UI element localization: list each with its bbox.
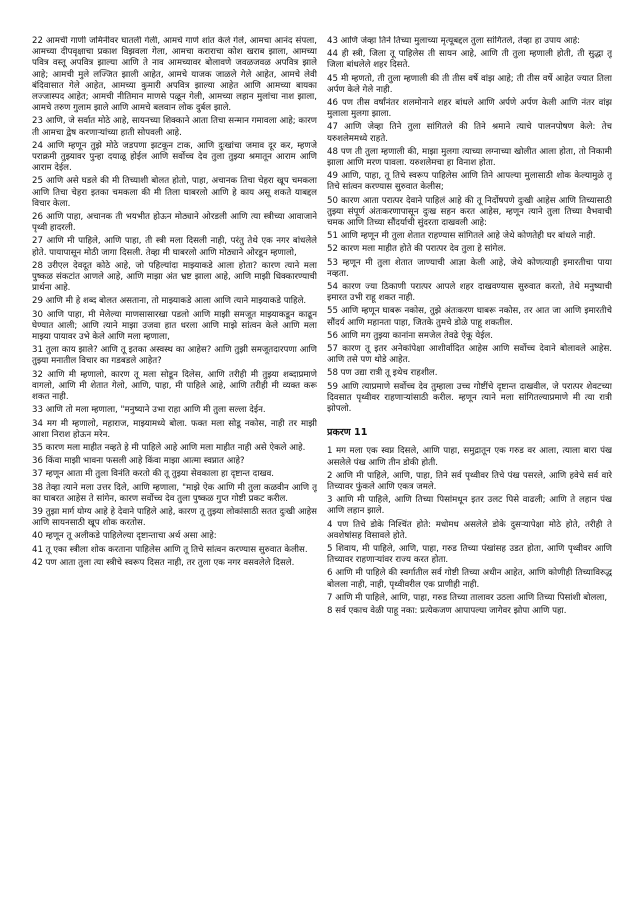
verse-paragraph: 54 कारण ज्या ठिकाणी परात्पर आपले शहर दाखवण्यास सुरुवात करतो, तेथे मनुष्याची इमारत उभी राहू शकत नाही.	[327, 282, 612, 304]
verse-paragraph: 41 तू एका स्त्रीला शोक करताना पाहिलेस आणि तू तिचे सांत्वन करण्यास सुरुवात केलीस.	[32, 544, 308, 555]
verse-paragraph: 30 आणि पाहा, मी मेलेल्या माणसासारखा पडलो आणि माझी समजूत माझ्याकडून काढून घेण्यात आली; आणि त्याने माझा उजवा हात धरला आणि माझे सांत्वन केले आणि मला माझ्या पायावर उभे केले आणि मला म्हणाला,	[32, 309, 317, 343]
verse-paragraph: 58 पण उद्या रात्री तू इथेच राहशील.	[327, 368, 438, 379]
verse-paragraph: 39 तुझा मार्ग योग्य आहे हे देवाने पाहिले आहे, कारण तू तुझ्या लोकांसाठी सतत दुःखी आहेस आणि सायनसाठी खूप शोक करतोस.	[32, 506, 317, 529]
verse-paragraph: 31 तुला काय झाले? आणि तू इतका अस्वस्थ का आहेस? आणि तुझी समजूतदारपणा आणि तुझ्या मनातील विचार का गडबडले आहेत?	[32, 345, 317, 367]
chapter-verse-paragraph: 3 आणि मी पाहिले, आणि तिच्या पिसांमधून इतर उलट पिसे वाढली; आणि ते लहान पंख आणि लहान झाले.	[327, 495, 612, 517]
verse-paragraph: 32 आणि मी म्हणालो, कारण तू मला सोडून दिलेस, आणि तरीही मी तुझ्या शब्दाप्रमाणे वागलो, आणि मी शेतात गेलो, आणि, पाहा, मी पाहिले आहे, आणि तरीही मी व्यक्त करू शकत नाही.	[32, 369, 317, 403]
verse-paragraph: 49 आणि, पाहा, तू तिचे स्वरूप पाहिलेस आणि तिने आपल्या मुलासाठी शोक केल्यामुळे तू तिचे सांत्वन करण्यास सुरुवात केलीस;	[327, 171, 612, 193]
verse-paragraph: 52 कारण मला माहीत होते की परात्पर देव तुला हे सांगेल.	[327, 244, 506, 255]
verse-paragraph: 44 ही स्त्री, जिला तू पाहिलेस ती सायन आहे, आणि ती तुला म्हणाली होती, ती सुद्धा तू जिला बांधलेले शहर दिसते.	[327, 49, 612, 71]
verse-paragraph: 26 आणि पाहा, अचानक ती भयभीत होऊन मोठ्याने ओरडली आणि त्या स्त्रीच्या आवाजाने पृथ्वी हादरली.	[32, 212, 317, 234]
verse-paragraph: 55 आणि म्हणून घाबरू नकोस, तुझे अंतःकरण घाबरू नकोस, तर आत जा आणि इमारतीचे सौंदर्य आणि महानता पाहा, जितके तुमचे डोळे पाहू शकतील.	[327, 306, 612, 328]
chapter-verse-paragraph: 8 सर्व एकाच वेळी पाहू नका: प्रत्येकजण आपापल्या जागेवर झोपा आणि पहा.	[327, 605, 567, 616]
verse-paragraph: 48 पण ती तुला म्हणाली की, माझा मुलगा त्याच्या लग्नाच्या खोलीत आला होता, तो निकामी झाला आणि मरण पावला. यरुशलेमचा हा विनाश होता.	[327, 146, 612, 169]
chapter-verse-paragraph: 5 शिवाय, मी पाहिले, आणि, पाहा, गरुड तिच्या पंखांसह उडत होता, आणि पृथ्वीवर आणि तिच्यावर राहणाऱ्यांवर राज्य करत होता.	[327, 543, 612, 566]
verse-paragraph: 36 किंवा माझी भावना फसली आहे किंवा माझा आत्मा स्वप्नात आहे?	[32, 456, 245, 467]
verse-paragraph: 22 आमची गाणी जमिनीवर घातली गेली, आमचे गाणे शांत केले गेले, आमचा आनंद संपला, आमच्या दीपवृक्षाचा प्रकाश विझवला गेला, आमचा कराराचा कोश खराब झाला, आमच्या पवित्र वस्तू अपवित्र झाल्या आणि ते नाव आमच्यावर बोलावणे जवळजवळ अपवित्र झाले आहे; आमची मुले लज्जित झाली आहेत, आमचे याजक जाळले गेले आहेत, आमचे लेवी बंदिवासात गेले आहेत, आमच्या कुमारी अपवित्र झाल्या आहेत आणि आमच्या बायका लज्जास्पद आहेत; आमची नीतिमान माणसे पळून गेली, आमच्या लहान मुलांचा नाश झाला, आमचे तरुण गुलाम झाले आणि आमचे बलवान लोक दुर्बल झाले.	[32, 36, 317, 114]
verse-paragraph: 45 मी म्हणतो, ती तुला म्हणाली की ती तीस वर्षे वांझ आहे; ती तीस वर्षे आहेत ज्यात तिला अर्पण केले गेले नाही.	[327, 73, 612, 95]
verse-paragraph: 33 आणि तो मला म्हणाला, "मनुष्याने उभा राहा आणि मी तुला सल्ला देईन.	[32, 405, 266, 416]
left-column	[32, 36, 317, 882]
verse-paragraph: 25 आणि असे घडले की मी तिच्याशी बोलत होतो, पाहा, अचानक तिचा चेहरा खूप चमकला आणि तिचा चेहरा इतका चमकला की मी तिला घाबरलो आणि हे काय असू शकते याबद्दल विचार केला.	[32, 176, 317, 209]
verse-paragraph: 42 पण आता तुला त्या स्त्रीचे स्वरूप दिसत नाही, तर तुला एक नगर वसवलेले दिसले.	[32, 557, 295, 568]
verse-paragraph: 53 म्हणून मी तुला शेतात जाण्याची आज्ञा केली आहे, जेथे कोणत्याही इमारतीचा पाया नव्हता.	[327, 257, 612, 279]
chapter-verse-paragraph: 2 आणि मी पाहिले, आणि, पाहा, तिने सर्व पृथ्वीवर तिचे पंख पसरले, आणि हवेचे सर्व वारे तिच्यावर फुंकले आणि एकत्र जमले.	[327, 470, 612, 492]
chapter-verse-paragraph: 6 आणि मी पाहिले की स्वर्गातील सर्व गोष्टी तिच्या अधीन आहेत, आणि कोणीही तिच्याविरुद्ध बोलला नाही, नाही, पृथ्वीवरील एक प्राणीही नाही.	[327, 568, 612, 590]
verse-paragraph: 43 आणि जेव्हा तिने तिच्या मुलाच्या मृत्यूबद्दल तुला सांगितले, तेव्हा हा उपाय आहे:	[327, 36, 581, 46]
verse-paragraph: 29 आणि मी हे शब्द बोलत असताना, तो माझ्याकडे आला आणि त्याने माझ्याकडे पाहिले.	[32, 296, 307, 307]
verse-paragraph: 40 म्हणून तू अलीकडे पाहिलेल्या दृष्टान्ताचा अर्थ असा आहे:	[32, 531, 217, 542]
verse-paragraph: 46 पण तीस वर्षांनंतर शलमोनाने शहर बांधले आणि अर्पणे अर्पण केली आणि नंतर वांझ मुलाला मुलगा झाला.	[327, 98, 612, 120]
chapter-verse-paragraph: 7 आणि मी पाहिले, आणि, पाहा, गरुड तिच्या तालावर उठला आणि तिच्या पिसांशी बोलला,	[327, 592, 608, 603]
verse-paragraph: 51 आणि म्हणून मी तुला शेतात राहण्यास सांगितले आहे जेथे कोणतेही घर बांधले नाही.	[327, 231, 596, 242]
right-column-verses	[327, 36, 612, 415]
verse-paragraph: 23 आणि, जे सर्वात मोठे आहे, सायनच्या शिक्काने आता तिचा सन्मान गमावला आहे; कारण ती आमचा द्वेष करणाऱ्यांच्या हाती सोपवली आहे.	[32, 116, 317, 138]
verse-paragraph: 47 आणि जेव्हा तिने तुला सांगितले की तिने श्रमाने त्याचे पालनपोषण केले: तेच यरुशलेममध्ये राहते.	[327, 122, 612, 144]
verse-paragraph: 24 आणि म्हणून तुझे मोठे जडपणा झटकून टाक, आणि दुःखांचा जमाव दूर कर, म्हणजे पराक्रमी तुझ्यावर पुन्हा दयाळू होईल आणि सर्वोच्च देव तुला तुझ्या श्रमातून आराम आणि आराम देईल.	[32, 140, 317, 174]
chapter-verses	[327, 446, 612, 617]
right-column	[327, 36, 612, 882]
verse-paragraph: 59 आणि त्याप्रमाणे सर्वोच्च देव तुम्हाला उच्च गोष्टींचे दृष्टान्त दाखवील, जे परात्पर शेवटच्या दिवसात पृथ्वीवर राहणाऱ्यांसाठी करील. म्हणून त्याने मला सांगितल्याप्रमाणे मी त्या रात्री झोपलो.	[327, 381, 612, 415]
verse-paragraph: 28 उरीएल देवदूत कोठे आहे, जो पहिल्यांदा माझ्याकडे आला होता? कारण त्याने मला पुष्कळ संकटांत आणले आहे, आणि माझा अंत भ्रष्ट झाला आहे, आणि माझी धिक्कारण्याची प्रार्थना आहे.	[32, 260, 317, 294]
verse-paragraph: 27 आणि मी पाहिले, आणि पाहा, ती स्त्री मला दिसली नाही, परंतु तेथे एक नगर बांधलेले होते. पायापासून मोठी जागा दिसली. तेव्हा मी घाबरलो आणि मोठ्याने ओरडून म्हणालो,	[32, 236, 317, 258]
verse-paragraph: 38 तेव्हा त्याने मला उत्तर दिले, आणि म्हणाला, "माझे ऐक आणि मी तुला कळवीन आणि तू का घाबरत आहेस ते सांगेन, कारण सर्वोच्च देव तुला पुष्कळ गुप्त गोष्टी प्रकट करील.	[32, 482, 317, 504]
verse-paragraph: 57 कारण तू इतर अनेकांपेक्षा आशीर्वादित आहेस आणि सर्वोच्च देवाने बोलावले आहेस. आणि तसे पण थोडे आहेत.	[327, 344, 612, 366]
chapter-verse-paragraph: 4 पण तिचे डोके निश्चिंत होते: मधोमध असलेले डोके दुसऱ्यापेक्षा मोठे होते, तरीही ते अवशेषांसह विसावले होते.	[327, 519, 612, 541]
chapter-verse-paragraph: 1 मग मला एक स्वप्न दिसले, आणि पाहा, समुद्रातून एक गरुड वर आला, त्याला बारा पंख असलेले पंख आणि तीन डोकी होती.	[327, 446, 612, 468]
verse-paragraph: 37 म्हणून आता मी तुला विनंति करतो की तू तुझ्या सेवकाला हा दृष्टान्त दाखव.	[32, 469, 274, 480]
verse-paragraph: 34 मग मी म्हणालो, महाराज, माझ्यामध्ये बोला. फक्त मला सोडू नकोस, नाही तर माझी आशा निराश होऊन मरेन.	[32, 418, 317, 440]
verse-paragraph: 35 कारण मला माहीत नव्हते हे मी पाहिले आहे आणि मला माहीत नाही असे ऐकले आहे.	[32, 442, 306, 453]
verse-paragraph: 50 कारण आता परात्पर देवाने पाहिलं आहे की तू निर्दोषपणे दुःखी आहेस आणि तिच्यासाठी तुझ्या संपूर्ण अंतःकरणापासून दुःख सहन करत आहेस, म्हणून त्याने तुला तिच्या वैभवाची चमक आणि तिच्या सौंदर्याची सुंदरता दाखवली आहे:	[327, 195, 612, 229]
chapter-heading: प्रकरण 11	[327, 427, 368, 439]
verse-paragraph: 56 आणि मग तुझ्या कानांना समजेल तेवढे ऐकू येईल.	[327, 330, 493, 341]
